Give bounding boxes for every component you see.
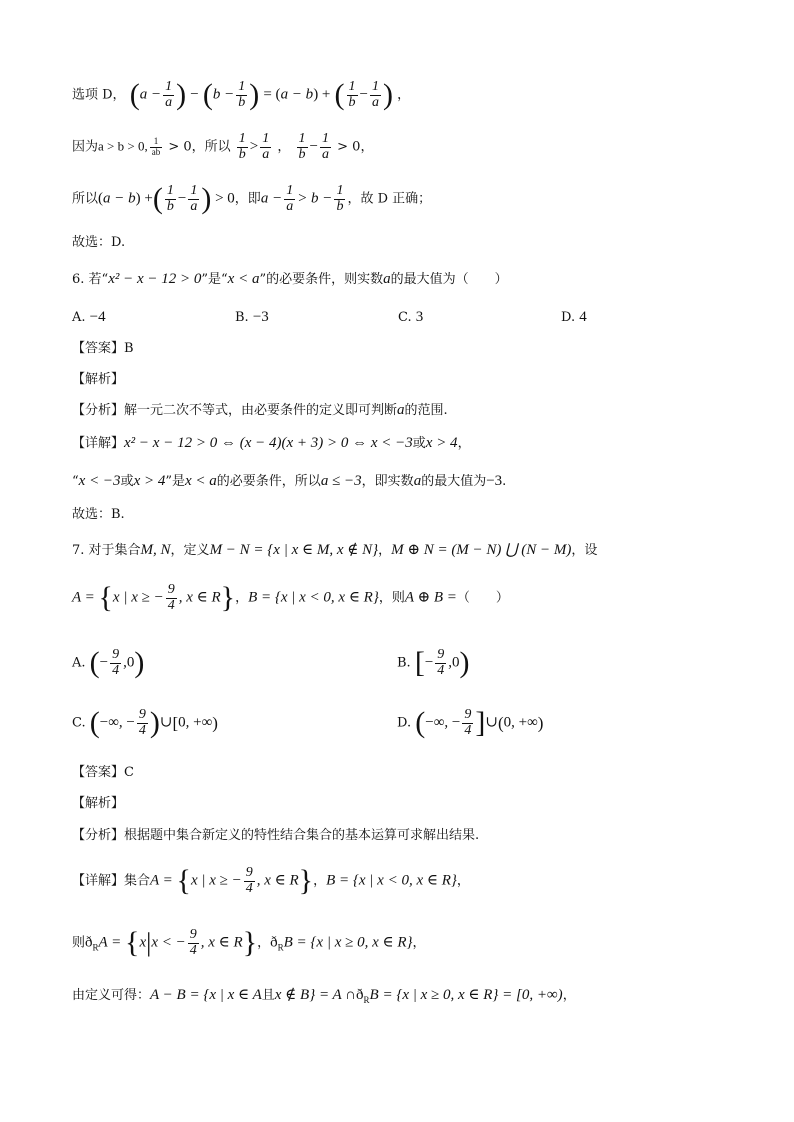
q7-stem: 7. 对于集合M, N，定义M − N = {x | x ∈ M, x ∉ N}，M ⊕ N = (M − N) ⋃ (N − M)，设 (72, 542, 598, 558)
q6-detail-line2: “x < −3或x > 4”是x < a的必要条件，所以a ≤ −3，即实数a的最大值为−3. (72, 473, 507, 489)
so-d-line: 所以(a − b) +( $\frac{1}{b}$ − $\frac{1}{a}$ ) > 0，即a − $\frac{1}{a}$ > b − $\frac{1}{b}$ ，故 D 正确； (72, 182, 432, 216)
q6-stem: 6. 若“x² − x − 12 > 0”是“x < a”的必要条件，则实数a的最大值为（ ） (72, 271, 508, 287)
q7-definition: 由定义可得：A − B = {x | x ∈ A且x ∉ B} = A $\cap ð_RB = \{x$ | x ≥ 0, x ∈ R} = [0, +∞)， (72, 987, 576, 1005)
option-d-suffix: ， (397, 87, 411, 103)
q6-answer: 【答案】B (72, 341, 134, 356)
q7-analysis-title: 【解析】 (72, 796, 125, 811)
q6-option-d: D. 4 (561, 309, 587, 325)
q7-sets: A = {x | x ≥ − $\frac{9}{4}$ , x ∈ R}，B = {x | x < 0, x ∈ R}，则A ⊕ B =（ ） (72, 581, 509, 615)
q6-option-a: A. −4 (72, 309, 106, 325)
q7-fenxi: 【分析】根据题中集合新定义的特性结合集合的基本运算可求解出结果. (72, 828, 480, 843)
q6-detail: 【详解】x² − x − 12 > 0 ⇔ (x − 4)(x + 3) > 0 ⇔ x < −3或x > 4， (72, 435, 471, 451)
q6-analysis-title: 【解析】 (72, 372, 125, 387)
q7-option-c: C. (−∞, − $\frac{9}{4}$ )∪[0, +∞) (72, 706, 218, 740)
option-d-line: 选项 D， (a − $\frac{1}{a}$ ) − (b − $\frac{1}{b}$ ) = (a − b) + ( $\frac{1}{b}$ − $\frac{1}{a}$ ) ， (72, 78, 411, 112)
q7-detail: 【详解】集合A = {x | x ≥ − $\frac{9}{4}$ , x ∈ R}，B = {x | x < 0, x ∈ R}， (72, 864, 470, 898)
q7-complement: 则$ð_RA = \{x|x$ < − $\frac{9}{4}$ , x ∈ R}，$ð_RB = \{x$ | x ≥ 0, x ∈ R}， (72, 926, 426, 960)
q7-option-b: B. [− $\frac{9}{4}$ ,0) (397, 646, 470, 680)
q7-option-a: A. (− $\frac{9}{4}$ ,0) (72, 646, 145, 680)
q6-select: 故选：B. (72, 507, 125, 522)
because-line: 因为a > b > 0, $\frac{1}{ab}$ > 0，所以 $\frac{1}{b}$ > $\frac{1}{a}$ ， $\frac{1}{b}$ − $\frac{1}{a}$ > 0， (72, 131, 374, 162)
option-d-prefix: 选项 D， (72, 87, 126, 103)
select-d: 故选：D. (72, 235, 126, 250)
q6-option-c: C. 3 (398, 309, 424, 325)
q7-option-d: D. (−∞, − $\frac{9}{4}$ ]∪(0, +∞) (397, 706, 544, 740)
q6-fenxi: 【分析】解一元二次不等式，由必要条件的定义即可判断a的范围. (72, 402, 448, 418)
q6-option-b: B. −3 (235, 309, 269, 325)
q7-answer: 【答案】C (72, 765, 134, 780)
